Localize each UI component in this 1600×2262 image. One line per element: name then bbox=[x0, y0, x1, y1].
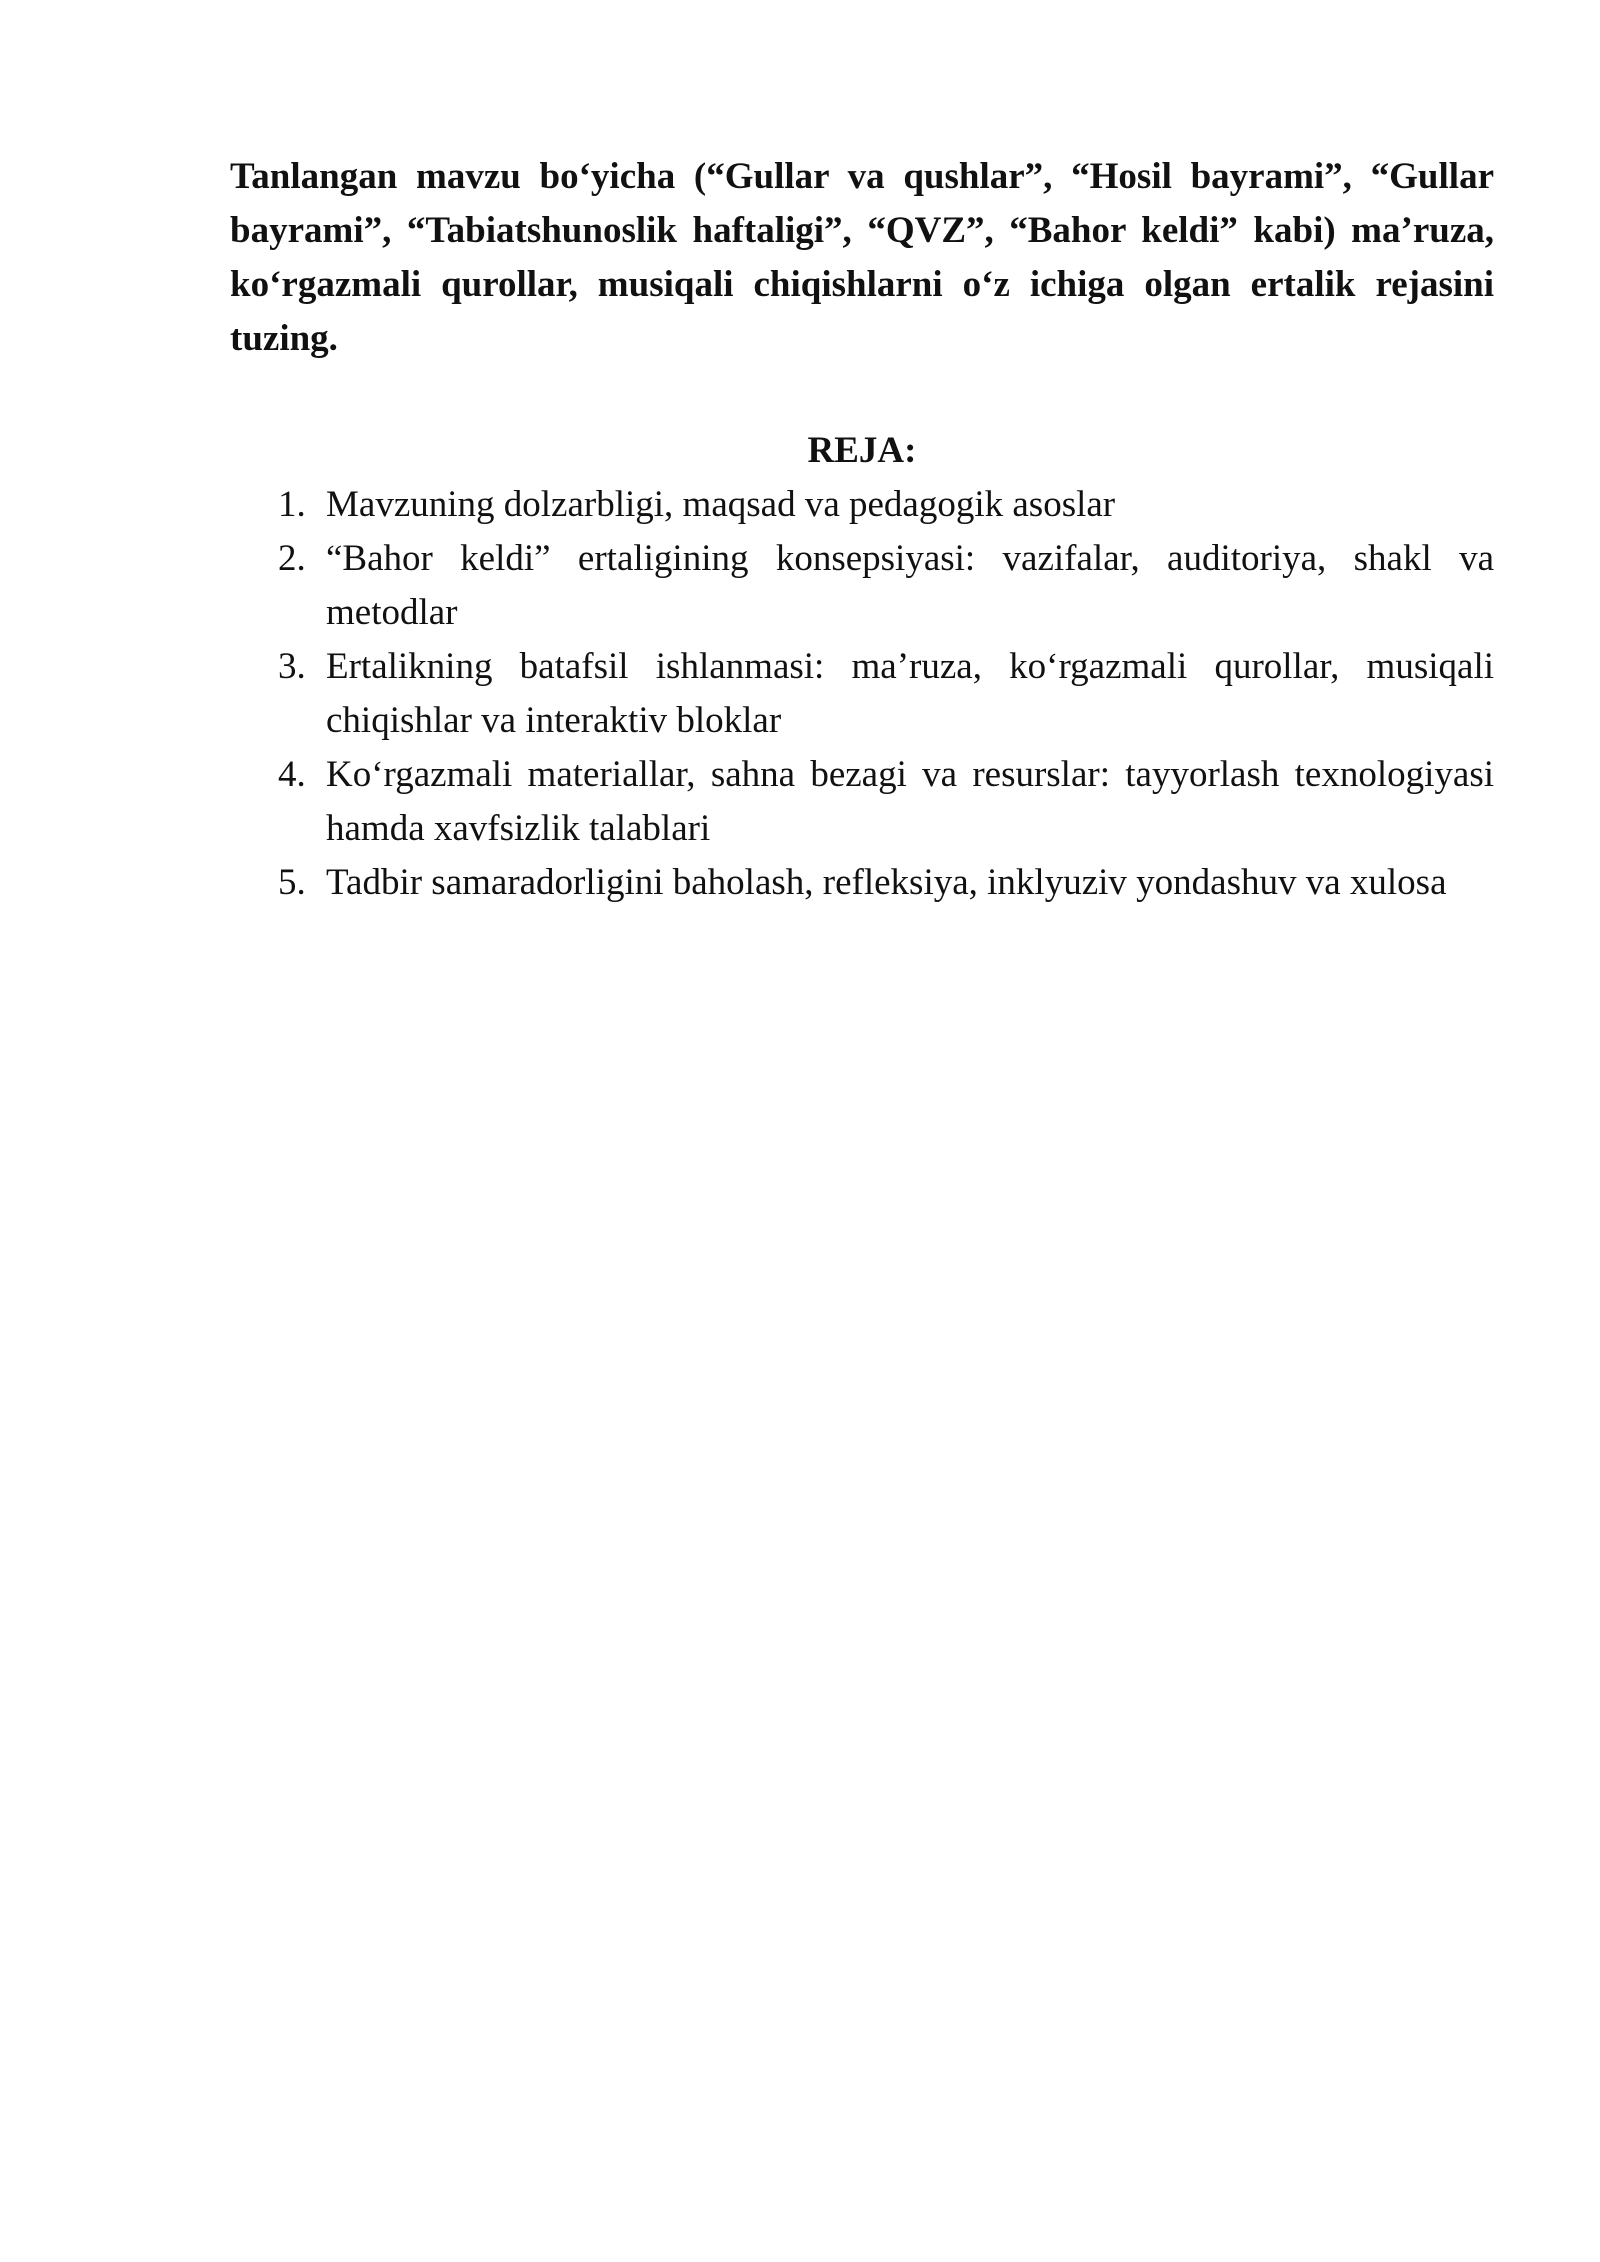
plan-item-text: Tadbir samaradorligini baholash, refleksiya, inklyuziv yondashuv va xulosa bbox=[326, 862, 1447, 903]
plan-item-number: 4. bbox=[278, 754, 306, 795]
document-content bbox=[230, 150, 1494, 910]
plan-item bbox=[230, 478, 1494, 532]
plan-list bbox=[230, 478, 1494, 910]
plan-item bbox=[230, 856, 1494, 910]
plan-item bbox=[230, 640, 1494, 748]
plan-item-text: Ertalikning batafsil ishlanmasi: ma’ruza, ko‘rgazmali qurollar, musiqali chiqishlar va interaktiv bloklar bbox=[326, 646, 1494, 741]
plan-item-number: 3. bbox=[278, 646, 306, 687]
plan-title: REJA: bbox=[807, 430, 917, 471]
plan-item-text: Mavzuning dolzarbligi, maqsad va pedagogik asoslar bbox=[326, 484, 1116, 525]
plan-item-text: Ko‘rgazmali materiallar, sahna bezagi va resurslar: tayyorlash texnologiyasi hamda xavfsizlik talablari bbox=[326, 754, 1494, 849]
plan-item-number: 1. bbox=[278, 484, 306, 525]
plan-item bbox=[230, 748, 1494, 856]
plan-item-text: “Bahor keldi” ertaligining konsepsiyasi: vazifalar, auditoriya, shakl va metodlar bbox=[326, 538, 1494, 633]
task-statement: Tanlangan mavzu bo‘yicha (“Gullar va qushlar”, “Hosil bayrami”, “Gullar bayrami”, “Tabiatshunoslik haftaligi”, “QVZ”, “Bahor keldi” kabi) ma’ruza, ko‘rgazmali qurollar, musiqali chiqishlarni o‘z ichiga olgan ertalik rejasini tuzing. bbox=[230, 156, 1494, 359]
plan-item-number: 2. bbox=[278, 538, 306, 579]
plan-item-number: 5. bbox=[278, 862, 306, 903]
plan-item bbox=[230, 532, 1494, 640]
